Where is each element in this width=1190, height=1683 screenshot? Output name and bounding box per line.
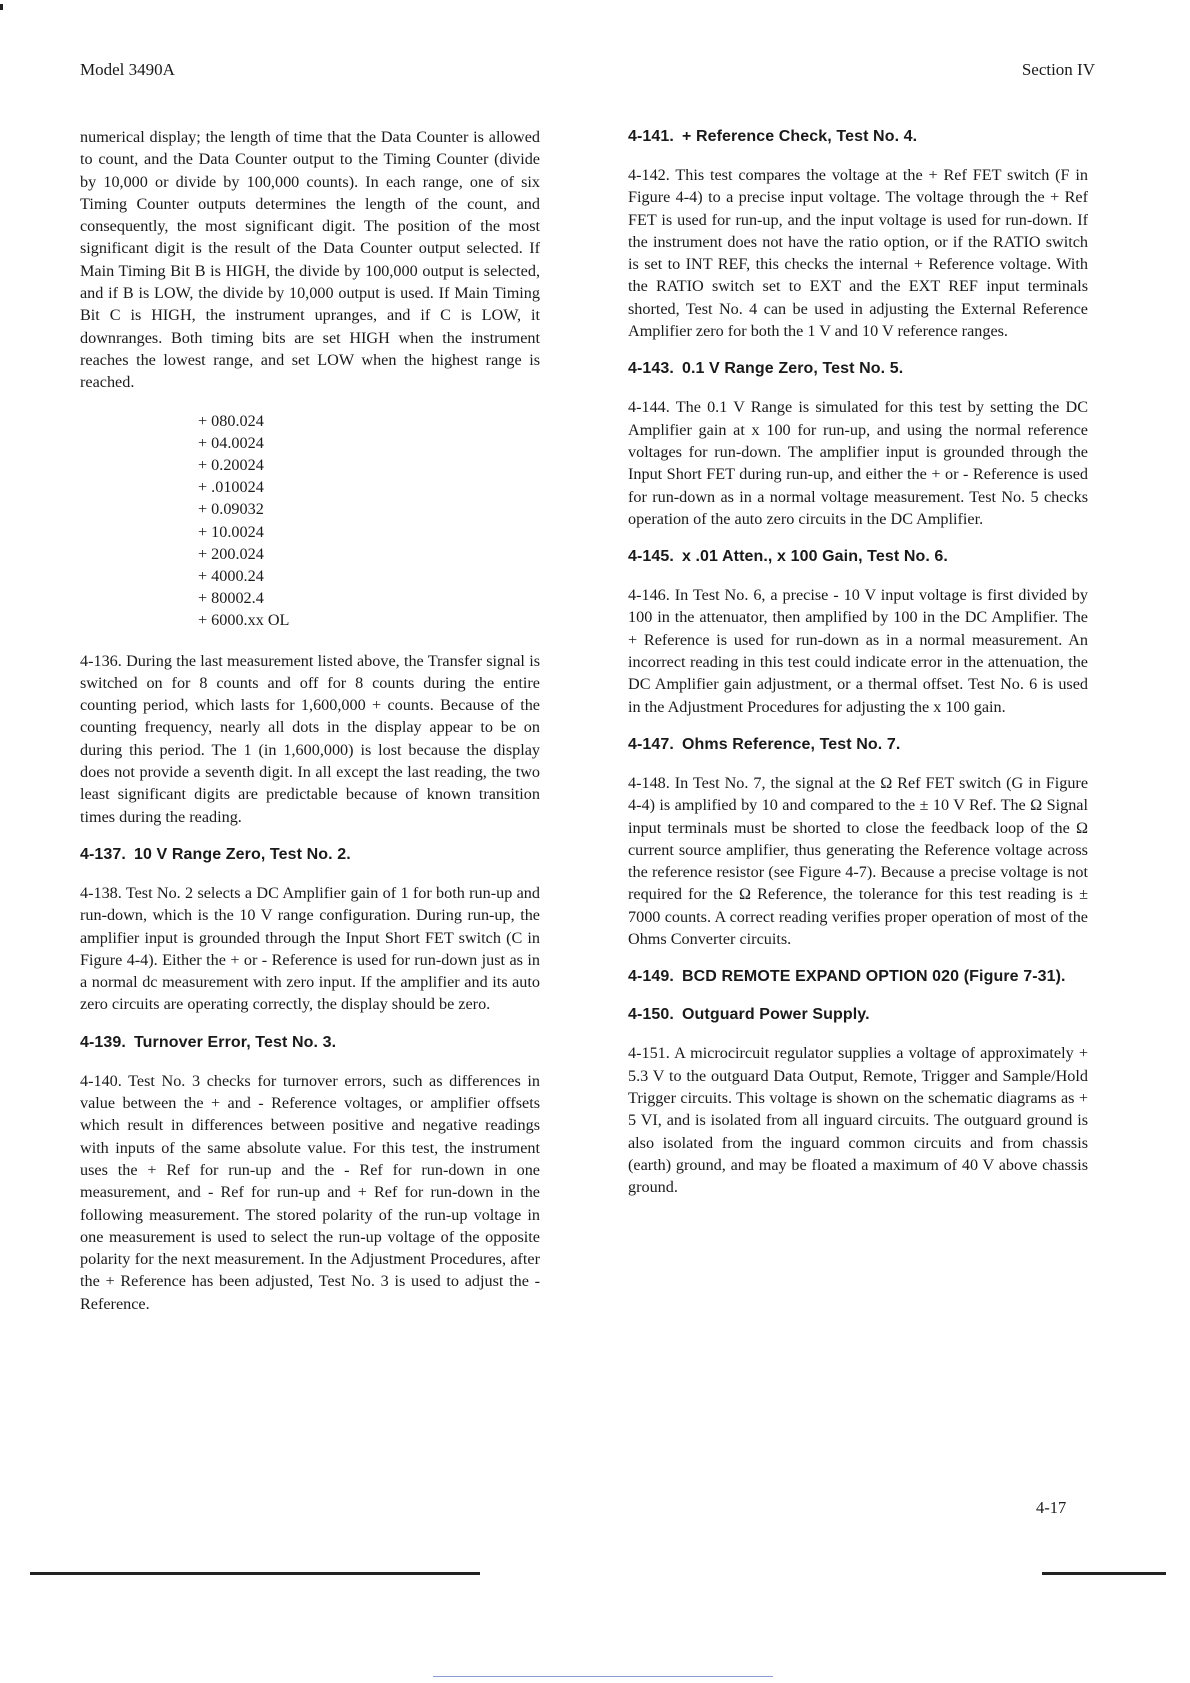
reading-item: + 0.20024 <box>198 455 264 474</box>
heading-number: 4-145. <box>628 548 674 566</box>
heading-4-143 <box>628 358 1088 380</box>
reading-item: + 80002.4 <box>198 589 264 608</box>
heading-4-145 <box>628 546 1088 568</box>
heading-title: 0.1 V Range Zero, Test No. 5. <box>681 360 904 378</box>
paragraph-intro: numerical display; the length of time that the Data Counter is allowed to count, and the Data Counter output to the Timing Counter (divide by 10,000 or divide by 100,000 counts). In each range, one of six Timing Counter outputs determines the length of the count, and consequently, the most significant digit. The position of the most significant digit is the result of the Data Counter output selected. If Main Timing Bit B is HIGH, the divide by 100,000 output is selected, and if B is LOW, the divide by 10,000 output is used. If Main Timing Bit C is HIGH, the instrument upranges, and if C is LOW, it downranges. Both timing bits are set HIGH when the instrument reaches the lowest range, and set LOW when the highest range is reached. <box>80 128 540 392</box>
reading-item: + 200.024 <box>198 544 264 563</box>
heading-number: 4-143. <box>628 360 674 378</box>
reading-item: + 6000.xx OL <box>198 611 290 630</box>
header-section: Section IV <box>1021 60 1095 79</box>
header-model: Model 3490A <box>80 60 175 79</box>
paragraph-4-142: 4-142. This test compares the voltage at the + Ref FET switch (F in Figure 4-4) to a precise input voltage. The voltage through the + Ref FET is used for run-up, and the input voltage is used for run-down. If the instrument does not have the ratio option, or if the RATIO switch is set to INT REF, this checks the internal + Reference voltage. With the RATIO switch set to EXT and the EXT REF input terminals shorted, Test No. 4 can be used in adjusting the External Reference Amplifier zero for both the 1 V and 10 V reference ranges. <box>628 166 1088 341</box>
heading-4-139 <box>80 1032 540 1054</box>
paragraph-4-138: 4-138. Test No. 2 selects a DC Amplifier gain of 1 for both run-up and run-down, which is the 10 V range configuration. During run-up, the amplifier input is grounded through the Input Short FET switch (C in Figure 4-4). Either the + or - Reference is used for run-down just as in a normal dc measurement with zero input. If the amplifier and its auto zero circuits are operating correctly, the display should be zero. <box>80 883 540 1014</box>
heading-number: 4-149. <box>628 968 674 986</box>
reading-item: + 080.024 <box>198 411 264 430</box>
page-number: 4-17 <box>1036 1498 1067 1517</box>
heading-4-150 <box>628 1004 1088 1026</box>
readings-list <box>198 410 540 632</box>
paragraph-4-140: 4-140. Test No. 3 checks for turnover errors, such as differences in value between the + and - Reference voltages, or amplifier offsets which result in differences between positive and negative readings with inputs of the same absolute value. For this test, the instrument uses the + Ref for run-up and the - Ref for run-down in one measurement, and - Ref for run-up and + Ref for run-down in the following measurement. The stored polarity of the run-up voltage in one measurement is used to select the run-up voltage of the opposite polarity for the next measurement. In the Adjustment Procedures, after the + Reference has been adjusted, Test No. 3 is used to adjust the - Reference. <box>80 1071 540 1313</box>
bottom-scan-line <box>433 1676 773 1677</box>
paragraph-4-144: 4-144. The 0.1 V Range is simulated for this test by setting the DC Amplifier gain at x 100 for run-up, and using the normal reference voltages for run-down. The amplifier input is grounded through the Input Short FET during run-up, and either the + or - Reference is used for run-down as in a normal voltage measurement. Test No. 5 checks operation of the auto zero circuits in the DC Amplifier. <box>628 398 1088 528</box>
heading-number: 4-147. <box>628 735 674 753</box>
heading-number: 4-141. <box>628 128 674 145</box>
footer-rule-left <box>30 1572 480 1575</box>
paragraph-4-146: 4-146. In Test No. 6, a precise - 10 V input voltage is first divided by 100 in the attenuator, then amplified by 100 in the DC Amplifier. The + Reference is used for run-down as in a normal measurement. An incorrect reading in this test could indicate error in the attenuation, the DC Amplifier gain adjustment, or a thermal offset. Test No. 6 is used in the Adjustment Procedures for adjusting the x 100 gain. <box>628 586 1088 716</box>
heading-4-141 <box>628 126 1088 148</box>
heading-title: Ohms Reference, Test No. 7. <box>681 735 901 753</box>
heading-title: Turnover Error, Test No. 3. <box>133 1033 337 1051</box>
left-column <box>80 126 540 1331</box>
paragraph-4-136: 4-136. During the last measurement listed above, the Transfer signal is switched on for 8 counts and off for 8 counts during the entire counting period, which lasts for 1,600,000 + counts. Because of the counting frequency, nearly all dots in the display appear to be on during this period. The 1 (in 1,600,000) is lost because the display does not provide a seventh digit. In all except the last reading, the two least significant digits are predictable because of known transition times during the reading. <box>80 651 540 826</box>
heading-number: 4-137. <box>80 845 126 863</box>
right-column <box>628 126 1088 1214</box>
reading-item: + 0.09032 <box>198 500 264 519</box>
paragraph-4-151: 4-151. A microcircuit regulator supplies a voltage of approximately + 5.3 V to the outguard Data Output, Remote, Trigger and Sample/Hold Trigger circuits. This voltage is shown on the schematic diagrams as + 5 VI, and is isolated from all inguard circuits. The outguard ground is also isolated from the inguard common circuits and from chassis (earth) ground, and may be floated a maximum of 40 V above chassis ground. <box>628 1044 1088 1197</box>
footer-rule-right <box>1042 1572 1166 1575</box>
reading-item: + 10.0024 <box>198 522 264 541</box>
paragraph-4-148: 4-148. In Test No. 7, the signal at the Ω Ref FET switch (G in Figure 4-4) is amplified by 10 and compared to the ± 10 V Ref. The Ω Signal input terminals must be shorted to close the feedback loop of the Ω current source amplifier, thus generating the Reference voltage across the reference resistor (see Figure 4-7). Because a precise voltage is not required for the Ω Reference, the tolerance for this test reading is ± 7000 counts. A correct reading verifies proper operation of most of the Ohms Converter circuits. <box>628 773 1088 949</box>
reading-item: + 04.0024 <box>198 433 264 452</box>
heading-title: 10 V Range Zero, Test No. 2. <box>133 845 351 863</box>
scan-mark <box>0 4 3 10</box>
heading-title: Outguard Power Supply. <box>681 1006 870 1024</box>
heading-title: + Reference Check, Test No. 4. <box>681 128 918 145</box>
reading-item: + .010024 <box>198 478 264 497</box>
heading-title: x .01 Atten., x 100 Gain, Test No. 6. <box>681 548 948 566</box>
heading-title: BCD REMOTE EXPAND OPTION 020 (Figure 7-31). <box>681 968 1066 986</box>
heading-number: 4-150. <box>628 1006 674 1024</box>
heading-4-137 <box>80 844 540 866</box>
heading-4-147 <box>628 734 1088 756</box>
heading-4-149 <box>628 966 1088 988</box>
heading-number: 4-139. <box>80 1033 126 1051</box>
reading-item: + 4000.24 <box>198 566 264 585</box>
